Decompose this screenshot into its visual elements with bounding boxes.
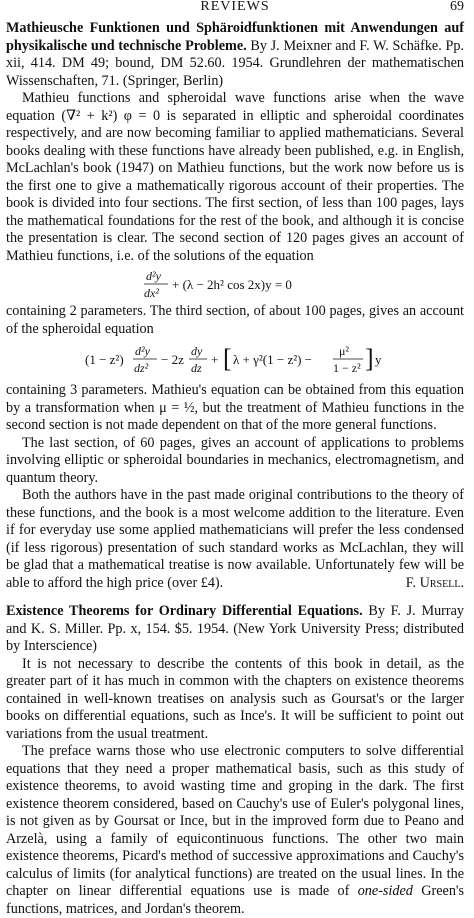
review1-authors: By J. Meixner and F. W. Schäfke. — [250, 37, 442, 54]
review1-biblio: Pp. xii, 414. DM 49; bound, DM 52.60. 1954. Grundlehren der mathematischen Wissenschaften, 71. (Springer, Berlin) — [6, 37, 465, 89]
svg-text:(1 − z²): (1 − z²) — [85, 352, 124, 367]
review1-paragraph-2: containing 2 parameters. The third section, of about 100 pages, gives an account of the spheroidal equation — [6, 303, 464, 337]
svg-text:− 2z: − 2z — [161, 352, 184, 367]
svg-text:]: ] — [365, 344, 374, 373]
running-head — [6, 0, 464, 18]
svg-text:dz²: dz² — [134, 361, 149, 375]
review1-paragraph-1: Mathieu functions and spheroidal wave functions arise when the wave equation (∇² + k²) φ = 0 is separated in elliptic and spheroidal coordinates respectively, and are now becoming familiar to applied mathematicians. Several books dealing with these functions have already been published, e.g. in English, McLachlan's book (1947) on Mathieu functions, but the work now before us is the first one to give a mathematically rigorous account of their properties. The book is divided into four sections. The first section, of less than 100 pages, lays the mathematical foundations for the rest of the book, and although it is concise the presentation is clear. The second section of 120 pages gives an account of Mathieu functions, i.e. of the solutions of the equation — [6, 90, 464, 264]
running-head-title: REVIEWS — [200, 0, 270, 14]
review2-book-title: Existence Theorems for Ordinary Differential Equations. — [6, 603, 363, 619]
review1-paragraph-3: containing 3 parameters. Mathieu's equation can be obtained from this equation by a transformation when μ = ½, but the treatment of Mathieu functions in the second section is not made dependent on that of the more general functions. — [6, 382, 464, 433]
svg-text:λ + γ²(1 − z²) −: λ + γ²(1 − z²) − — [233, 352, 313, 367]
review2-authors: By F. J. Murray and K. S. Miller. — [6, 603, 464, 637]
review1-paragraph-5-text: Both the authors have in the past made original contributions to the theory of these functions, and the book is a most welcome addition to the literature. Even if for everyday use some applied mathematicians will prefer the less condensed (if less rigorous) presentation of such standard works as McLachlan, they will be glad that a mathematical treatise is now available. Unfortunately few will be able to afford the high price (over £4). — [6, 487, 464, 591]
svg-text:1 − z²: 1 − z² — [333, 361, 361, 375]
svg-text:μ²: μ² — [339, 344, 350, 358]
svg-text:d²y: d²y — [146, 269, 161, 283]
review2-paragraph-2-italic: one-sided — [357, 883, 413, 899]
svg-text:[: [ — [223, 344, 232, 373]
review1-heading — [6, 20, 464, 90]
review2-paragraph-2-end: Green's functions, matrices, and Jordan's theorem. — [6, 883, 465, 917]
svg-text:dx²: dx² — [144, 286, 159, 300]
svg-text:dy: dy — [191, 344, 203, 358]
mathieu-equation — [6, 268, 464, 300]
svg-text:y: y — [375, 352, 382, 367]
review1-paragraph-5 — [6, 487, 464, 592]
review2-paragraph-1: It is not necessary to describe the contents of this book in detail, as the greater part of it has much in common with the chapters on existence theorems contained in well-known treatises on analysis such as Goursat's or the larger books on differential equations, such as Ince's. It will be sufficient to point out variations from the usual treatment. — [6, 655, 464, 742]
review1-signature: F. Ursell. — [405, 574, 464, 591]
svg-text:dz: dz — [191, 361, 202, 375]
review2-paragraph-2-text: The preface warns those who use electronic computers to solve differential equations that they need a proper mathematical basis, such as this study of existence theorems, to avoid wasting time and groping in the dark. The first existence theorem considered, based on Cauchy's use of Euler's polygonal lines, is not given as by Goursat or Ince, but in the improved form due to Peano and Arzelà, using a family of equicontinuous functions. The other two main existence theorems, Picard's method of successive approximations and Cauchy's calculus of limits (for analytical functions) are treated on the usual lines. In the chapter on linear differential equations use is made of — [6, 743, 464, 899]
spheroidal-equation — [6, 341, 464, 379]
review2-paragraph-2 — [6, 743, 464, 918]
review2-heading — [6, 603, 464, 656]
svg-text:+: + — [211, 352, 219, 367]
svg-text:d²y: d²y — [135, 344, 150, 358]
page-number: 69 — [450, 0, 464, 14]
review1-paragraph-4: The last section, of 60 pages, gives an account of applications to problems involving elliptic or spheroidal boundaries in mechanics, electromagnetism, and quantum theory. — [6, 434, 464, 486]
review2-biblio: Pp. x, 154. $5. 1954. (New York University Press; distributed by Interscience) — [6, 620, 464, 654]
svg-text:+ (λ − 2h² cos 2x)y = 0: + (λ − 2h² cos 2x)y = 0 — [172, 277, 292, 292]
review1-book-title: Mathieusche Funktionen und Sphäroidfunktionen mit Anwendungen auf physikalische und technische Probleme. — [6, 20, 464, 54]
